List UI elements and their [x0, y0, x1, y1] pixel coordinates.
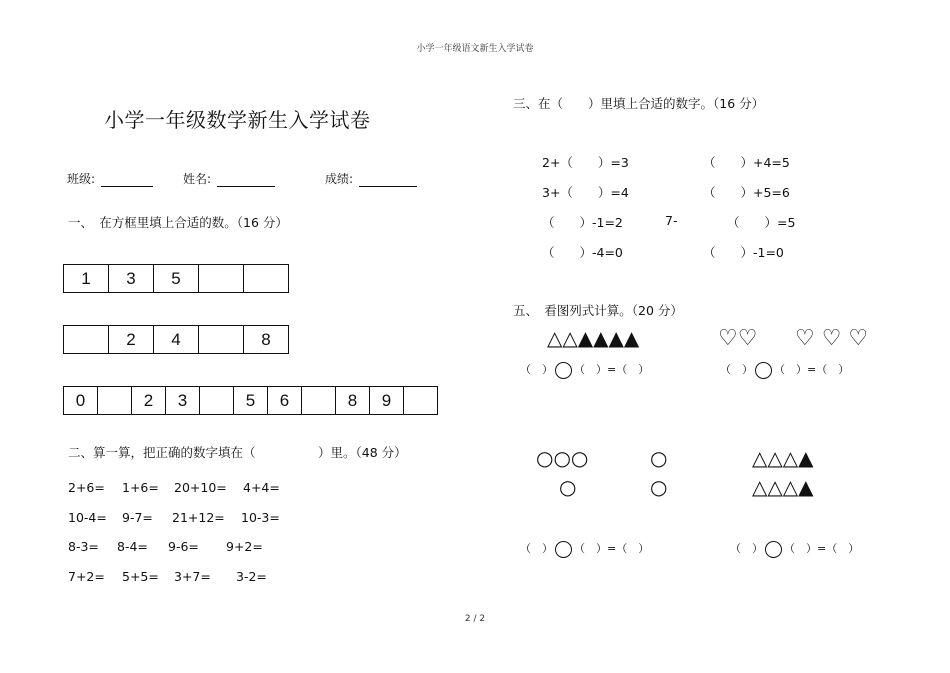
grid-cell[interactable]: 0 [64, 387, 98, 415]
grid-cell[interactable]: 5 [154, 265, 199, 293]
grid-cell[interactable] [64, 326, 109, 354]
problem: 10-3= [241, 510, 280, 525]
section1-heading: 一、 在方框里填上合适的数。（16 分） [68, 215, 288, 230]
name-label: 姓名: [183, 172, 212, 186]
number-grid-row2 [63, 325, 289, 354]
number-grid-row1 [63, 264, 289, 293]
page-header: 小学一年级语文新生入学试卷 [416, 44, 534, 54]
grid-cell[interactable] [404, 387, 438, 415]
grid-cell[interactable] [244, 265, 289, 293]
answer-equation: （ ） （ ）=（ ） [520, 540, 649, 558]
circle-picture-top-right: ○ [650, 446, 668, 470]
problem: 8-4= [117, 539, 148, 554]
circle-picture-bottom-left: ○ [559, 475, 577, 499]
grid-cell[interactable]: 8 [244, 326, 289, 354]
grid-cell[interactable]: 3 [109, 265, 154, 293]
fill-equation-prefix: 7- [665, 213, 678, 228]
class-field [67, 170, 153, 187]
problem: 3-2= [236, 569, 267, 584]
fill-equation: （ ）=5 [727, 215, 796, 230]
fill-equation: （ ）-4=0 [542, 245, 623, 260]
answer-equation: （ ） （ ）=（ ） [520, 361, 649, 379]
grid-cell[interactable]: 3 [166, 387, 200, 415]
grid-cell[interactable]: 2 [132, 387, 166, 415]
grid-cell[interactable]: 9 [370, 387, 404, 415]
problem: 4+4= [243, 480, 280, 495]
grid-cell[interactable] [199, 265, 244, 293]
fill-equation: （ ）+4=5 [703, 155, 790, 170]
problem: 9-7= [122, 510, 153, 525]
section2-heading: 二、算一算，把正确的数字填在（ ）里。（48 分） [68, 445, 407, 460]
operator-circle[interactable] [765, 541, 782, 558]
problem: 10-4= [68, 510, 107, 525]
grid-cell[interactable]: 6 [268, 387, 302, 415]
grid-cell[interactable]: 4 [154, 326, 199, 354]
fill-equation: （ ）+5=6 [703, 185, 790, 200]
triangles-picture: △△▲▲▲▲ [547, 326, 640, 350]
problem: 9+2= [226, 539, 263, 554]
fill-equation: （ ）-1=0 [703, 245, 784, 260]
problem: 8-3= [68, 539, 99, 554]
problem: 1+6= [122, 480, 159, 495]
triangles-picture-top: △△△▲ [752, 446, 814, 470]
class-label: 班级: [67, 172, 96, 186]
class-blank[interactable] [101, 174, 153, 187]
problem: 7+2= [68, 569, 105, 584]
grid-cell[interactable]: 8 [336, 387, 370, 415]
grid-cell[interactable] [200, 387, 234, 415]
score-label: 成绩: [325, 172, 354, 186]
answer-equation: （ ） （ ）=（ ） [720, 361, 849, 379]
grid-cell[interactable]: 2 [109, 326, 154, 354]
name-field [183, 170, 275, 187]
problem: 21+12= [172, 510, 225, 525]
score-blank[interactable] [359, 174, 417, 187]
triangles-picture-bottom: △△△▲ [752, 475, 814, 499]
grid-cell[interactable] [199, 326, 244, 354]
problem: 2+6= [68, 480, 105, 495]
problem: 3+7= [174, 569, 211, 584]
operator-circle[interactable] [755, 362, 772, 379]
circles-picture-top: ○○○ [536, 446, 589, 470]
score-field [325, 170, 417, 187]
page-number: 2 / 2 [464, 614, 486, 624]
operator-circle[interactable] [555, 541, 572, 558]
hearts-picture-left: ♡♡ [718, 326, 758, 351]
grid-cell[interactable]: 5 [234, 387, 268, 415]
hearts-picture-right: ♡ ♡ ♡ [795, 326, 869, 351]
grid-cell[interactable] [98, 387, 132, 415]
problem: 9-6= [168, 539, 199, 554]
section5-heading: 五、 看图列式计算。（20 分） [513, 303, 683, 318]
problem: 20+10= [174, 480, 227, 495]
operator-circle[interactable] [555, 362, 572, 379]
problem: 5+5= [122, 569, 159, 584]
number-grid-row3 [63, 386, 438, 415]
answer-equation: （ ） （ ）=（ ） [730, 540, 859, 558]
section3-heading: 三、在（ ）里填上合适的数字。（16 分） [513, 96, 765, 111]
circle-picture-bottom-right: ○ [650, 475, 668, 499]
name-blank[interactable] [217, 174, 275, 187]
fill-equation: 2+（ ）=3 [542, 155, 629, 170]
grid-cell[interactable]: 1 [64, 265, 109, 293]
fill-equation: 3+（ ）=4 [542, 185, 629, 200]
grid-cell[interactable] [302, 387, 336, 415]
page-title: 小学一年级数学新生入学试卷 [104, 108, 371, 132]
fill-equation: （ ）-1=2 [542, 215, 623, 230]
